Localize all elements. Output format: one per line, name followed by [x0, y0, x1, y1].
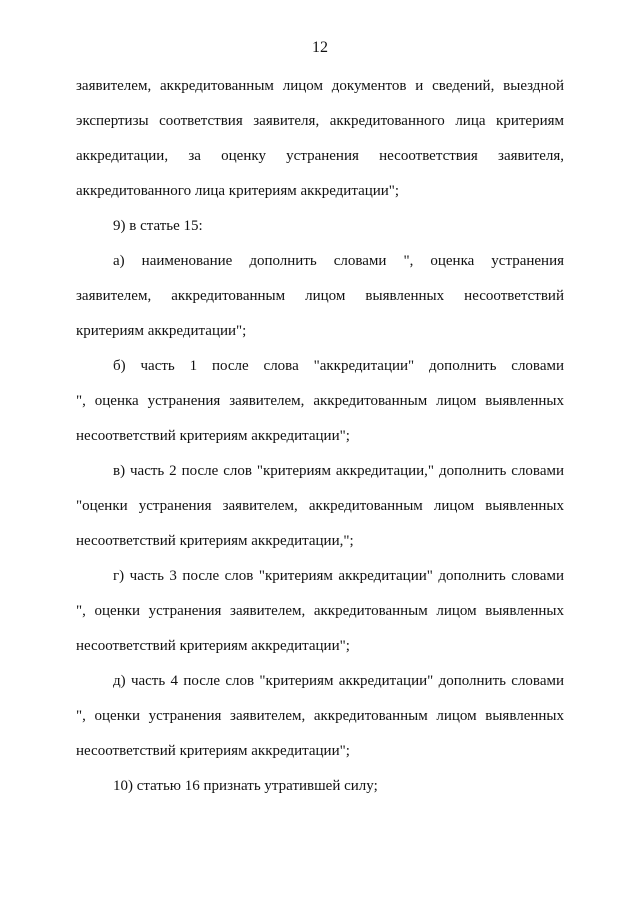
text-line: несоответствий критериям аккредитации";	[76, 428, 350, 444]
text-line: ", оценки устранения заявителем, аккредитованным лицом выявленных	[76, 603, 564, 619]
text-line: аккредитации, за оценку устранения несоответствия заявителя,	[76, 148, 564, 164]
text-line: несоответствий критериям аккредитации";	[76, 638, 350, 654]
text-line: несоответствий критериям аккредитации";	[76, 743, 350, 759]
text-line: "оценки устранения заявителем, аккредитованным лицом выявленных	[76, 498, 564, 514]
paragraph-first-line: 10) статью 16 признать утратившей силу;	[113, 778, 378, 794]
paragraph-first-line: д) часть 4 после слов "критериям аккредитации" дополнить словами	[113, 673, 564, 689]
text-line: ", оценка устранения заявителем, аккредитованным лицом выявленных	[76, 393, 564, 409]
text-line: несоответствий критериям аккредитации,";	[76, 533, 354, 549]
text-line: экспертизы соответствия заявителя, аккредитованного лица критериям	[76, 113, 564, 129]
paragraph-first-line: г) часть 3 после слов "критериям аккредитации" дополнить словами	[113, 568, 564, 584]
text-line: аккредитованного лица критериям аккредитации";	[76, 183, 400, 199]
text-line: ", оценки устранения заявителем, аккредитованным лицом выявленных	[76, 708, 564, 724]
paragraph-first-line: а) наименование дополнить словами ", оценка устранения	[113, 253, 564, 269]
text-line: критериям аккредитации";	[76, 323, 247, 339]
text-line: заявителем, аккредитованным лицом документов и сведений, выездной	[76, 78, 564, 94]
paragraph-first-line: б) часть 1 после слова "аккредитации" дополнить словами	[113, 358, 564, 374]
page-number: 12	[312, 39, 328, 56]
text-line: заявителем, аккредитованным лицом выявленных несоответствий	[76, 288, 564, 304]
paragraph-first-line: 9) в статье 15:	[113, 218, 203, 234]
paragraph-first-line: в) часть 2 после слов "критериям аккредитации," дополнить словами	[113, 463, 564, 479]
